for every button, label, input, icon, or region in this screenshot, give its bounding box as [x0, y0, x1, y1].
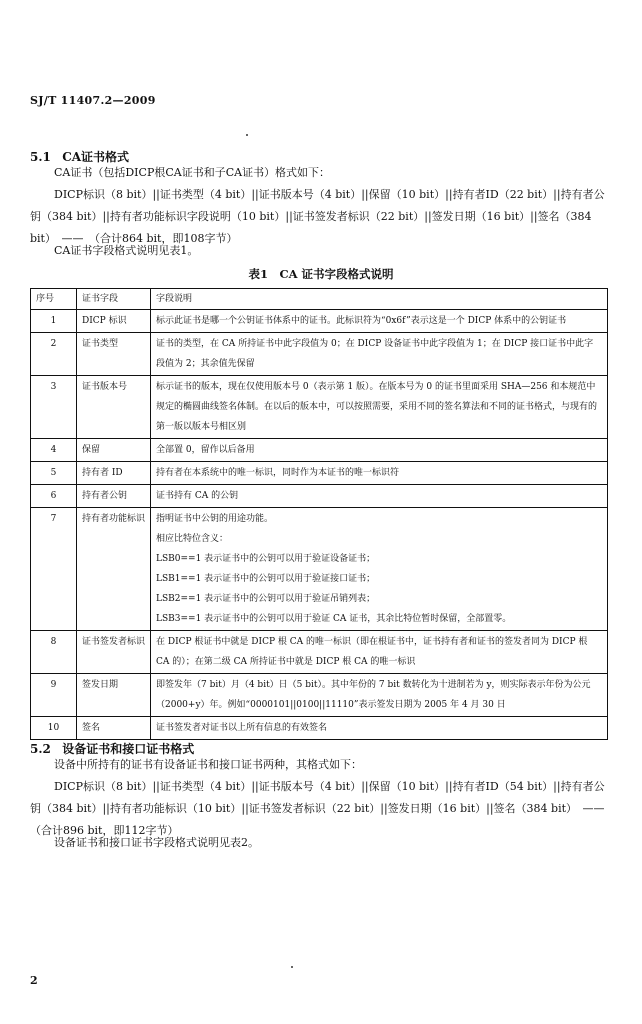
row-no: 1 [31, 310, 77, 333]
row-desc: 在 DICP 根证书中就是 DICP 根 CA 的唯一标识（即在根证书中，证书持有者和证书的签发者同为 DICP 根 CA 的）；在第二级 CA 所持证书中就是 DICP 根 CA 的唯一标识 [151, 631, 608, 674]
page-number: 2 [30, 974, 38, 987]
row-desc: 全部置 0，留作以后备用 [151, 439, 608, 462]
row-no: 10 [31, 717, 77, 740]
row-no: 2 [31, 333, 77, 376]
row-field: 保留 [77, 439, 151, 462]
table-row [31, 717, 608, 740]
table-row [31, 462, 608, 485]
scan-speck [246, 134, 248, 136]
row-field: 持有者功能标识 [77, 508, 151, 631]
header-no: 序号 [31, 289, 77, 310]
row-field: 持有者公钥 [77, 485, 151, 508]
table-caption: 表1 CA 证书字段格式说明 [248, 267, 394, 281]
row-no: 8 [31, 631, 77, 674]
row-desc: 标示证书的版本，现在仅使用版本号 0（表示第 1 版）。在版本号为 0 的证书里面采用 SHA—256 和本规范中规定的椭圆曲线签名体制。在以后的版本中，可以按照需要，采用不同的签名算法和不同的证书格式，与现有的第一版以版本号相区别 [151, 376, 608, 439]
row-desc: 证书签发者对证书以上所有信息的有效签名 [151, 717, 608, 740]
intro-text: 设备中所持有的证书有设备证书和接口证书两种，其格式如下： [54, 758, 362, 771]
header-desc: 字段说明 [151, 289, 608, 310]
section-5-2-note [30, 832, 612, 854]
desc-line: LSB2==1 表示证书中的公钥可以用于验证吊销列表； [156, 594, 376, 604]
row-no: 4 [31, 439, 77, 462]
section-5-1-note [30, 240, 612, 262]
desc-line: 相应比特位含义： [156, 534, 229, 544]
row-field: 持有者 ID [77, 462, 151, 485]
row-desc: 标示此证书是哪一个公钥证书体系中的证书。此标识符为“0x6f”表示这是一个 DICP 体系中的公钥证书 [151, 310, 608, 333]
table-header-row [31, 289, 608, 310]
desc-line: LSB1==1 表示证书中的公钥可以用于验证接口证书； [156, 574, 376, 584]
scan-speck [291, 966, 293, 968]
row-field: 证书签发者标识 [77, 631, 151, 674]
table-row [31, 333, 608, 376]
standard-code: SJ/T 11407.2—2009 [30, 94, 156, 107]
row-no: 7 [31, 508, 77, 631]
section-number: 5.2 [30, 742, 51, 756]
row-field: 签发日期 [77, 674, 151, 717]
format-text: DICP标识（8 bit）||证书类型（4 bit）||证书版本号（4 bit）||保留（10 bit）||持有者ID（54 bit）||持有者公钥（384 bit）||持有者功能标识（10 bit）||证书签发者标识（22 bit）||签发日期（16 bit）||签名（384 bit） —— （合计896 bit，即112字节） [30, 780, 616, 837]
row-no: 5 [31, 462, 77, 485]
row-field: 签名 [77, 717, 151, 740]
header-field: 证书字段 [77, 289, 151, 310]
note-text: 设备证书和接口证书字段格式说明见表2。 [54, 836, 259, 849]
desc-line: LSB3==1 表示证书中的公钥可以用于验证 CA 证书，其余比特位暂时保留，全部置零。 [156, 614, 512, 624]
intro-text: CA证书（包括DICP根CA证书和子CA证书）格式如下： [54, 166, 331, 179]
row-desc: 证书的类型，在 CA 所持证书中此字段值为 0；在 DICP 设备证书中此字段值为 1；在 DICP 接口证书中此字段值为 2；其余值先保留 [151, 333, 608, 376]
row-field: DICP 标识 [77, 310, 151, 333]
table-row [31, 376, 608, 439]
note-text: CA证书字段格式说明见表1。 [54, 244, 199, 257]
row-desc: 持有者在本系统中的唯一标识，同时作为本证书的唯一标识符 [151, 462, 608, 485]
row-no: 3 [31, 376, 77, 439]
table-row [31, 631, 608, 674]
section-title: CA证书格式 [62, 150, 130, 164]
row-no: 6 [31, 485, 77, 508]
table-row [31, 508, 608, 631]
table-row [31, 674, 608, 717]
ca-certificate-field-table [30, 288, 608, 740]
section-5-2-intro [30, 754, 612, 776]
row-field: 证书类型 [77, 333, 151, 376]
section-5-1-intro [30, 162, 612, 184]
section-number: 5.1 [30, 150, 51, 164]
desc-line: 指明证书中公钥的用途功能。 [156, 514, 274, 524]
table-row [31, 485, 608, 508]
table-row [31, 439, 608, 462]
table-row [31, 310, 608, 333]
section-title: 设备证书和接口证书格式 [62, 742, 195, 756]
row-field: 证书版本号 [77, 376, 151, 439]
row-no: 9 [31, 674, 77, 717]
desc-line: LSB0==1 表示证书中的公钥可以用于验证设备证书； [156, 554, 376, 564]
format-text: DICP标识（8 bit）||证书类型（4 bit）||证书版本号（4 bit）||保留（10 bit）||持有者ID（22 bit）||持有者公钥（384 bit）||持有者功能标识字段说明（10 bit）||证书签发者标识（22 bit）||签发日期（16 bit）||签名（384 bit） —— （合计864 bit，即108字节） [30, 188, 605, 245]
row-desc [151, 508, 608, 631]
row-desc: 即签发年（7 bit）月（4 bit）日（5 bit）。其中年份的 7 bit 数转化为十进制若为 y，则实际表示年份为公元（2000+y）年。例如“0000101||0100||11110”表示签发日期为 2005 年 4 月 30 日 [151, 674, 608, 717]
row-desc: 证书持有 CA 的公钥 [151, 485, 608, 508]
